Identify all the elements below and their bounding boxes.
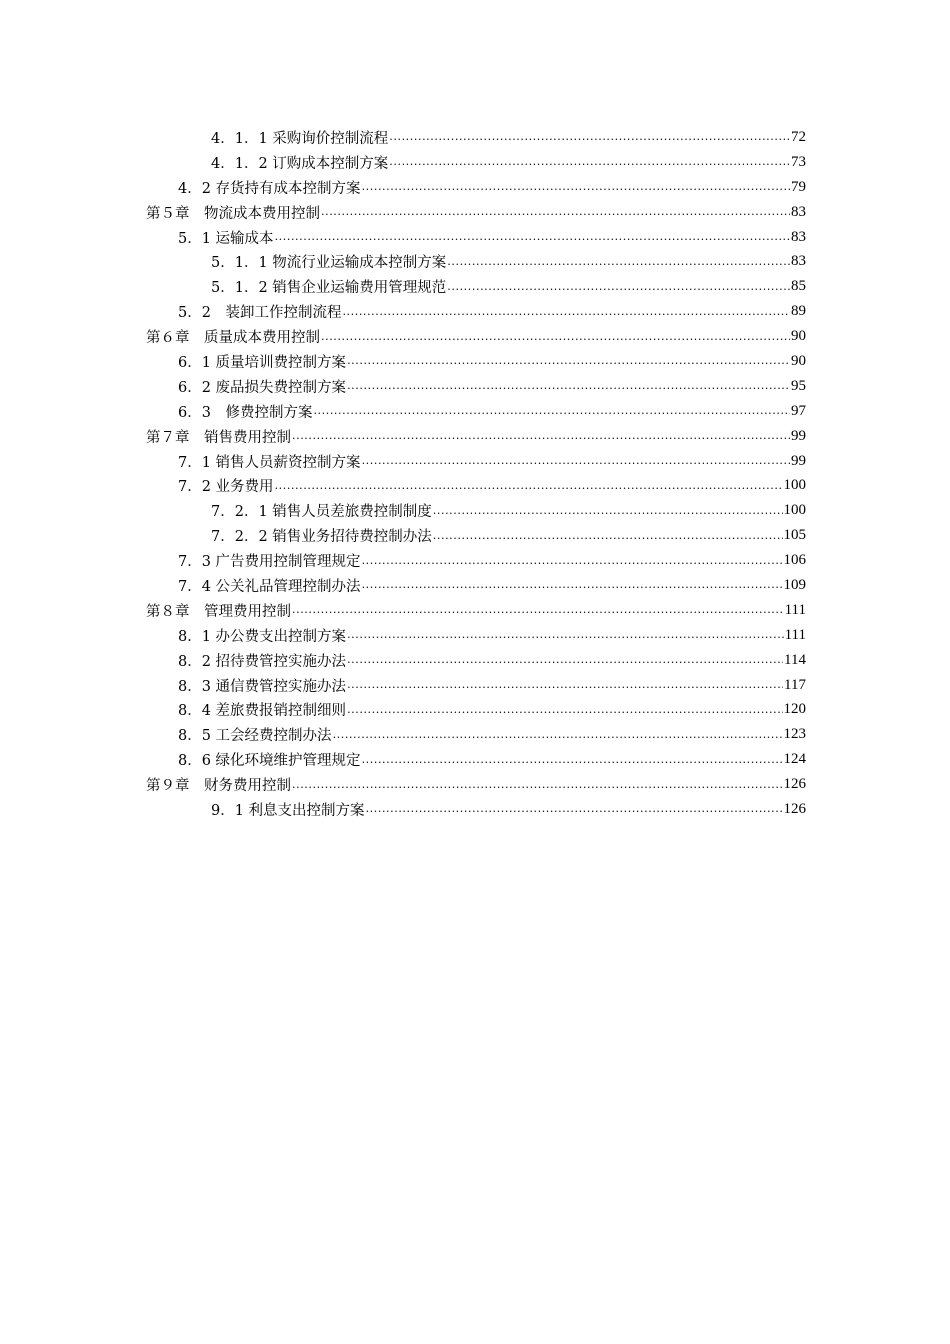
toc-entry-title: 第７章 销售费用控制: [146, 426, 291, 447]
toc-entry-title: 8．6 绿化环境维护管理规定: [178, 749, 361, 770]
toc-dot-leader: [433, 527, 783, 545]
toc-entry-title: 5．2 装卸工作控制流程: [178, 301, 341, 322]
toc-dot-leader: [313, 402, 790, 420]
toc-dot-leader: [347, 377, 790, 395]
toc-entry-page-number: 83: [791, 253, 806, 270]
toc-dot-leader: [321, 328, 790, 346]
toc-dot-leader: [321, 203, 790, 221]
toc-dot-leader: [362, 178, 790, 196]
toc-entry-page-number: 126: [783, 776, 806, 793]
toc-entry-title: 第８章 管理费用控制: [146, 600, 291, 621]
toc-entry-page-number: 123: [783, 726, 806, 743]
toc-entry-title: 第５章 物流成本费用控制: [146, 202, 320, 223]
toc-entry[interactable]: [146, 324, 806, 349]
toc-entry-title: 5．1 运输成本: [178, 227, 274, 248]
toc-entry-page-number: 99: [791, 427, 806, 444]
toc-entry-title: 4．2 存货持有成本控制方案: [178, 177, 361, 198]
toc-entry-page-number: 85: [791, 278, 806, 295]
toc-entry-page-number: 97: [791, 402, 806, 419]
toc-entry-title: 7．1 销售人员薪资控制方案: [178, 451, 361, 472]
toc-dot-leader: [347, 651, 783, 669]
toc-dot-leader: [292, 601, 784, 619]
table-of-contents: [0, 125, 950, 822]
toc-entry-page-number: 100: [783, 477, 806, 494]
toc-entry-title: 5．1．2 销售企业运输费用管理规范: [211, 276, 446, 297]
toc-dot-leader: [333, 726, 783, 744]
toc-entry-page-number: 126: [783, 800, 806, 817]
toc-entry-page-number: 73: [791, 153, 806, 170]
toc-entry[interactable]: [146, 424, 806, 449]
toc-dot-leader: [389, 128, 790, 146]
toc-entry[interactable]: [178, 449, 806, 474]
toc-dot-leader: [362, 452, 790, 470]
toc-entry-page-number: 90: [791, 328, 806, 345]
toc-entry-title: 第６章 质量成本费用控制: [146, 326, 320, 347]
toc-entry-title: 6．3 修费控制方案: [178, 401, 312, 422]
toc-entry-page-number: 114: [784, 651, 806, 668]
toc-dot-leader: [342, 303, 790, 321]
toc-entry-page-number: 99: [791, 452, 806, 469]
toc-entry[interactable]: [146, 598, 806, 623]
toc-entry[interactable]: [211, 274, 806, 299]
toc-entry[interactable]: [178, 648, 806, 673]
toc-dot-leader: [347, 676, 783, 694]
toc-entry-page-number: 83: [791, 228, 806, 245]
toc-entry[interactable]: [178, 299, 806, 324]
toc-entry[interactable]: [211, 249, 806, 274]
toc-entry-page-number: 72: [791, 128, 806, 145]
toc-entry-page-number: 89: [791, 303, 806, 320]
toc-entry-title: 7．3 广告费用控制管理规定: [178, 550, 361, 571]
toc-entry-page-number: 106: [783, 552, 806, 569]
toc-entry-page-number: 124: [783, 751, 806, 768]
toc-dot-leader: [362, 751, 783, 769]
toc-entry-page-number: 79: [791, 178, 806, 195]
toc-dot-leader: [292, 427, 790, 445]
toc-dot-leader: [347, 626, 784, 644]
toc-entry[interactable]: [178, 473, 806, 498]
toc-entry-title: 9．1 利息支出控制方案: [211, 799, 365, 820]
toc-entry-page-number: 83: [791, 203, 806, 220]
toc-entry-title: 7．2 业务费用: [178, 475, 274, 496]
toc-entry-page-number: 90: [791, 352, 806, 369]
toc-entry[interactable]: [211, 523, 806, 548]
toc-entry[interactable]: [178, 722, 806, 747]
toc-dot-leader: [389, 153, 790, 171]
toc-entry[interactable]: [178, 399, 806, 424]
toc-entry-title: 8．4 差旅费报销控制细则: [178, 699, 346, 720]
toc-entry[interactable]: [178, 747, 806, 772]
toc-entry[interactable]: [178, 548, 806, 573]
toc-entry-title: 6．2 废品损失费控制方案: [178, 376, 346, 397]
toc-dot-leader: [447, 253, 790, 271]
toc-entry[interactable]: [178, 673, 806, 698]
toc-entry[interactable]: [146, 772, 806, 797]
toc-entry-title: 8．2 招待费管控实施办法: [178, 650, 346, 671]
toc-dot-leader: [292, 776, 783, 794]
toc-entry[interactable]: [211, 797, 806, 822]
toc-entry-page-number: 100: [783, 502, 806, 519]
toc-entry[interactable]: [211, 150, 806, 175]
toc-entry-page-number: 109: [783, 576, 806, 593]
toc-entry-page-number: 95: [791, 377, 806, 394]
toc-entry-title: 8．1 办公费支出控制方案: [178, 625, 346, 646]
toc-entry[interactable]: [178, 225, 806, 250]
toc-entry-title: 6．1 质量培训费控制方案: [178, 351, 346, 372]
toc-dot-leader: [347, 701, 782, 719]
toc-dot-leader: [447, 278, 790, 296]
toc-entry[interactable]: [178, 349, 806, 374]
toc-entry-page-number: 111: [784, 626, 806, 643]
toc-entry-title: 7．2．1 销售人员差旅费控制制度: [211, 500, 432, 521]
toc-entry-page-number: 117: [784, 676, 806, 693]
toc-entry[interactable]: [178, 374, 806, 399]
toc-entry-title: 8．5 工会经费控制办法: [178, 724, 332, 745]
toc-entry-page-number: 111: [784, 601, 806, 618]
toc-entry[interactable]: [178, 623, 806, 648]
toc-dot-leader: [366, 800, 783, 818]
toc-entry-page-number: 120: [783, 701, 806, 718]
toc-entry[interactable]: [211, 125, 806, 150]
toc-entry-title: 7．4 公关礼品管理控制办法: [178, 575, 361, 596]
toc-entry-title: 8．3 通信费管控实施办法: [178, 675, 346, 696]
toc-entry-title: 第９章 财务费用控制: [146, 774, 291, 795]
toc-entry[interactable]: [178, 175, 806, 200]
toc-dot-leader: [347, 352, 790, 370]
toc-entry-title: 4．1．1 采购询价控制流程: [211, 127, 388, 148]
toc-dot-leader: [275, 477, 783, 495]
toc-entry[interactable]: [178, 573, 806, 598]
toc-entry-title: 7．2．2 销售业务招待费控制办法: [211, 525, 432, 546]
toc-entry[interactable]: [146, 200, 806, 225]
toc-entry-page-number: 105: [783, 527, 806, 544]
toc-dot-leader: [362, 576, 783, 594]
toc-dot-leader: [275, 228, 790, 246]
toc-entry[interactable]: [178, 697, 806, 722]
toc-dot-leader: [362, 552, 783, 570]
toc-entry[interactable]: [211, 498, 806, 523]
toc-entry-title: 4．1．2 订购成本控制方案: [211, 152, 388, 173]
toc-dot-leader: [433, 502, 783, 520]
toc-entry-title: 5．1．1 物流行业运输成本控制方案: [211, 251, 446, 272]
